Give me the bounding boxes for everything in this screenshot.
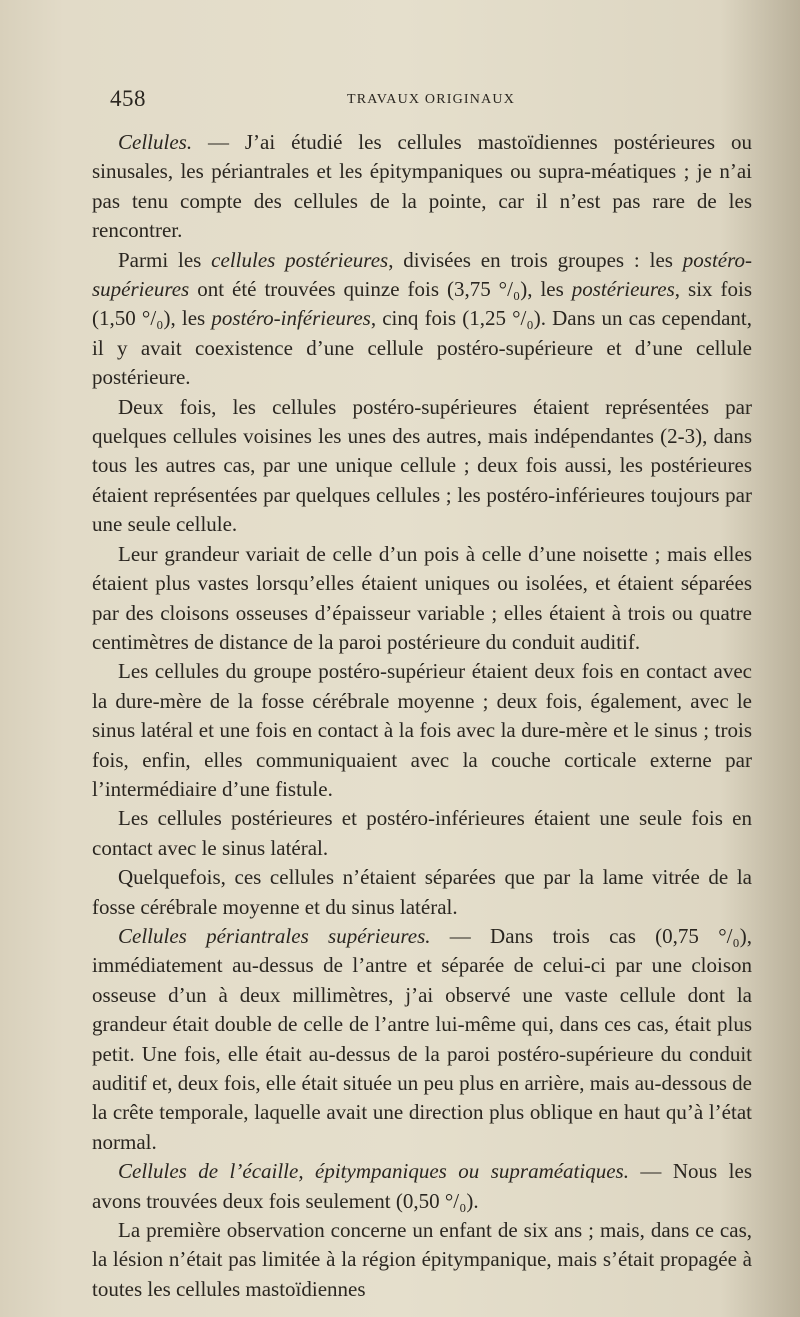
- running-title: TRAVAUX ORIGINAUX: [346, 92, 516, 107]
- run: — Nous les avons trouvées deux fois seulement (0,50 °/₀).: [92, 1159, 752, 1213]
- paragraph-grandeur: [92, 540, 752, 658]
- paragraph-cellules-posterieures: [92, 246, 752, 393]
- run: postéro-supérieures: [92, 247, 752, 302]
- paragraph-periantrales: [92, 922, 752, 1157]
- run: La première observation concerne un enfant de six ans ; mais, dans ce cas, la lésion n’était pas limitée à la région épitympanique, mais s’était propagée à toutes les cellules mastoïdiennes: [92, 1218, 752, 1301]
- page-number: 458: [110, 86, 146, 111]
- run: postérieures: [571, 277, 675, 302]
- run: ont été trouvées quinze fois (3,75 °/₀), les: [189, 277, 572, 302]
- run: Cellules.: [118, 130, 193, 154]
- run: Quelquefois, ces cellules n’étaient séparées que par la lame vitrée de la fosse cérébrale moyenne et du sinus latéral.: [92, 865, 752, 919]
- run: , divisées en trois groupes : les: [388, 247, 683, 272]
- run: Parmi les: [118, 247, 212, 272]
- run: , cinq fois (1,25 °/₀). Dans un cas cependant, il y avait coexistence d’une cellule postéro-supérieure et d’une cellule postérieure.: [92, 306, 752, 390]
- paragraph-quelquefois: [92, 863, 752, 922]
- page-header: [110, 86, 752, 116]
- body-text: [92, 128, 752, 1304]
- run: Les cellules postérieures et postéro-inférieures étaient une seule fois en contact avec le sinus latéral.: [92, 806, 752, 860]
- paragraph-postero-inferieures: [92, 804, 752, 863]
- run: , six fois (1,50 °/₀), les: [92, 277, 752, 331]
- paragraph-deux-fois: [92, 393, 752, 540]
- run: cellules postérieures: [211, 247, 389, 272]
- run: Deux fois, les cellules postéro-supérieures étaient représentées par quelques cellules voisines les unes des autres, mais indépendantes (2-3), dans tous les autres cas, par une unique cellule ; deux fois aussi, les postérieures étaient représentées par quelques cellules ; les postéro-inférieures toujours par une seule cellule.: [92, 394, 752, 537]
- run: Les cellules du groupe postéro-supérieur étaient deux fois en contact avec la dure-mère de la fosse cérébrale moyenne ; deux fois, également, avec le sinus latéral et une fois en contact à la fois avec la dure-mère et le sinus ; trois fois, enfin, elles communiquaient avec la couche corticale externe par l’intermédiaire d’une fistule.: [92, 659, 752, 801]
- run: — Dans trois cas (0,75 °/₀), immédiatement au-dessus de l’antre et séparée de celui-ci par une cloison osseuse d’un à deux millimètres, j’ai observé une vaste cellule dont la grandeur était double de celle de l’antre lui-même qui, dans ces cas, était plus petit. Une fois, elle était au-dessus de la paroi postéro-supérieure du conduit auditif et, deux fois, elle était située un peu plus en arrière, mais au-dessous de la crête temporale, laquelle avait une direction plus oblique en haut qu’à l’état normal.: [92, 923, 752, 1154]
- paragraph-premiere-observation: [92, 1216, 752, 1304]
- run: — J’ai étudié les cellules mastoïdiennes postérieures ou sinusales, les périantrales et les épitympaniques ou supra-méatiques ; je n’ai pas tenu compte des cellules de la pointe, car il n’est pas rare de les rencontrer.: [92, 130, 752, 243]
- paragraph-groupe-postero-superieur: [92, 657, 752, 804]
- run: Cellules de l’écaille, épitympaniques ou supraméatiques.: [118, 1159, 629, 1184]
- paragraph-ecaille: [92, 1157, 752, 1216]
- paragraph-cellules: [92, 128, 752, 246]
- run: postéro-inférieures: [211, 306, 371, 331]
- run: Leur grandeur variait de celle d’un pois à celle d’une noisette ; mais elles étaient plus vastes lorsqu’elles étaient uniques ou isolées, et étaient séparées par des cloisons osseuses d’épaisseur variable ; elles étaient à trois ou quatre centimètres de distance de la paroi postérieure du conduit auditif.: [92, 541, 752, 654]
- run: Cellules périantrales supérieures.: [118, 923, 431, 948]
